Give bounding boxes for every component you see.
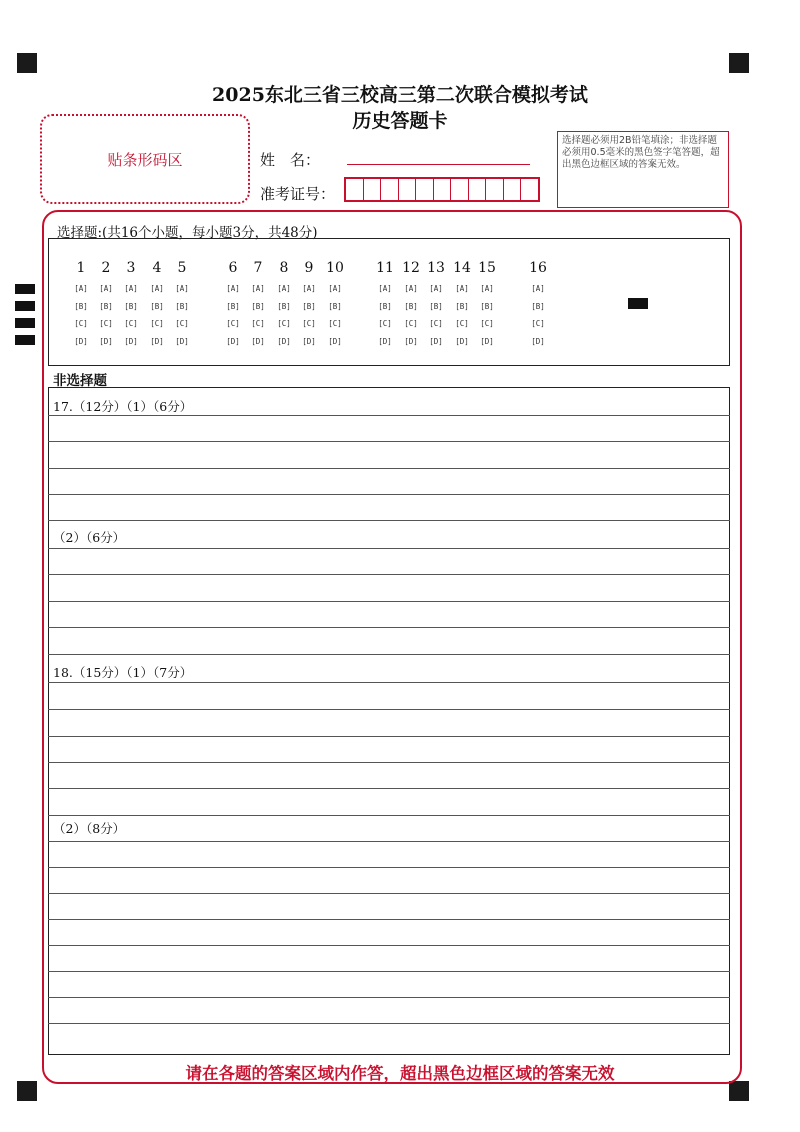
mcq-option-bubble[interactable]: [C]: [531, 319, 545, 328]
exam-id-digit-box[interactable]: [504, 179, 522, 200]
mcq-option-bubble[interactable]: [B]: [531, 301, 545, 311]
mcq-question-number: 10: [326, 260, 344, 276]
mcq-option-bubble[interactable]: [A]: [74, 284, 88, 293]
mcq-option-bubble[interactable]: [D]: [175, 336, 189, 346]
mcq-question-number: 15: [478, 260, 496, 276]
open-answer-box: [48, 387, 730, 1055]
alignment-mark: [628, 298, 648, 309]
mcq-question-number: 12: [402, 260, 420, 276]
answer-line: [48, 867, 730, 868]
q18-part1-label: 18.（15分）（1）（7分）: [53, 665, 193, 680]
answer-line: [48, 736, 730, 737]
mcq-option-bubble[interactable]: [C]: [328, 319, 342, 328]
mcq-question-number: 7: [253, 260, 263, 276]
mcq-option-bubble[interactable]: [C]: [277, 319, 291, 328]
mcq-option-bubble[interactable]: [D]: [150, 336, 164, 346]
answer-line: [48, 919, 730, 920]
mcq-question-number: 6: [228, 260, 238, 276]
answer-line: [48, 415, 730, 416]
q18-part2-label: （2）（8分）: [53, 821, 126, 836]
mcq-question-number: 3: [126, 260, 136, 276]
exam-title: 2025东北三省三校高三第二次联合模拟考试: [212, 84, 588, 106]
mcq-option-bubble[interactable]: [B]: [455, 301, 469, 311]
mcq-option-bubble[interactable]: [D]: [480, 336, 494, 346]
mcq-option-bubble[interactable]: [A]: [480, 284, 494, 293]
exam-id-digit-box[interactable]: [451, 179, 469, 200]
mcq-option-bubble[interactable]: [C]: [99, 319, 113, 328]
mcq-option-bubble[interactable]: [B]: [378, 301, 392, 311]
registration-mark-top-left: [17, 53, 37, 73]
answer-line: [48, 494, 730, 495]
mcq-question-number: 5: [177, 260, 187, 276]
mcq-option-bubble[interactable]: [D]: [302, 336, 316, 346]
mcq-option-bubble[interactable]: [D]: [404, 336, 418, 346]
mcq-option-bubble[interactable]: [C]: [150, 319, 164, 328]
mcq-option-bubble[interactable]: [C]: [455, 319, 469, 328]
mcq-option-bubble[interactable]: [D]: [99, 336, 113, 346]
mcq-option-bubble[interactable]: [B]: [175, 301, 189, 311]
answer-line: [48, 627, 730, 628]
name-label: 姓 名：: [260, 151, 321, 169]
mcq-option-bubble[interactable]: [A]: [175, 284, 189, 293]
mcq-option-bubble[interactable]: [A]: [124, 284, 138, 293]
mcq-option-bubble[interactable]: [A]: [251, 284, 265, 293]
mcq-option-bubble[interactable]: [C]: [404, 319, 418, 328]
mcq-option-bubble[interactable]: [A]: [429, 284, 443, 293]
mcq-option-bubble[interactable]: [A]: [378, 284, 392, 293]
exam-id-digit-box[interactable]: [346, 179, 364, 200]
mcq-option-bubble[interactable]: [C]: [226, 319, 240, 328]
answer-line: [48, 441, 730, 442]
mcq-option-bubble[interactable]: [B]: [74, 301, 88, 311]
name-field[interactable]: [347, 164, 530, 165]
answer-line: [48, 841, 730, 842]
mcq-option-bubble[interactable]: [C]: [378, 319, 392, 328]
exam-id-digit-box[interactable]: [521, 179, 538, 200]
answer-line: [48, 548, 730, 549]
q17-part1-label: 17.（12分）（1）（6分）: [53, 399, 193, 414]
answer-line: [48, 788, 730, 789]
mcq-question-number: 11: [376, 260, 394, 276]
registration-mark-top-right: [729, 53, 749, 73]
mcq-question-number: 8: [279, 260, 289, 276]
answer-line: [48, 574, 730, 575]
answer-line: [48, 601, 730, 602]
mcq-option-bubble[interactable]: [B]: [277, 301, 291, 311]
mcq-option-bubble[interactable]: [D]: [251, 336, 265, 346]
exam-id-label: 准考证号：: [260, 185, 336, 203]
timing-mark: [15, 301, 35, 311]
mcq-option-bubble[interactable]: [D]: [124, 336, 138, 346]
mcq-question-number: 16: [529, 260, 547, 276]
answer-line: [48, 762, 730, 763]
mcq-option-bubble[interactable]: [D]: [277, 336, 291, 346]
answer-line: [48, 520, 730, 521]
exam-id-digit-box[interactable]: [416, 179, 434, 200]
mcq-option-bubble[interactable]: [D]: [226, 336, 240, 346]
mcq-option-bubble[interactable]: [B]: [404, 301, 418, 311]
answer-line: [48, 468, 730, 469]
mcq-option-bubble[interactable]: [D]: [328, 336, 342, 346]
exam-id-digit-box[interactable]: [486, 179, 504, 200]
answer-line: [48, 709, 730, 710]
exam-id-digit-box[interactable]: [434, 179, 452, 200]
mcq-question-number: 1: [76, 260, 86, 276]
answer-sheet-title: 历史答题卡: [352, 110, 448, 132]
mcq-option-bubble[interactable]: [A]: [531, 284, 545, 293]
answer-line: [48, 815, 730, 816]
barcode-area: [40, 114, 250, 204]
mcq-option-bubble[interactable]: [B]: [99, 301, 113, 311]
exam-id-field[interactable]: [344, 177, 540, 202]
mcq-option-bubble[interactable]: [C]: [175, 319, 189, 328]
exam-id-digit-box[interactable]: [399, 179, 417, 200]
mcq-question-number: 2: [101, 260, 111, 276]
exam-id-digit-box[interactable]: [469, 179, 487, 200]
answer-line: [48, 945, 730, 946]
mcq-option-bubble[interactable]: [D]: [378, 336, 392, 346]
footer-warning: 请在各题的答案区域内作答，超出黑色边框区域的答案无效: [185, 1064, 615, 1083]
mcq-option-bubble[interactable]: [A]: [455, 284, 469, 293]
mcq-option-bubble[interactable]: [B]: [226, 301, 240, 311]
exam-id-digit-box[interactable]: [364, 179, 382, 200]
mcq-option-bubble[interactable]: [A]: [150, 284, 164, 293]
mcq-option-bubble[interactable]: [A]: [302, 284, 316, 293]
q17-part2-label: （2）（6分）: [53, 530, 126, 545]
mcq-option-bubble[interactable]: [C]: [429, 319, 443, 328]
answer-line: [48, 971, 730, 972]
barcode-area-label: 贴条形码区: [107, 150, 183, 169]
registration-mark-bottom-left: [17, 1081, 37, 1101]
mcq-option-bubble[interactable]: [D]: [531, 336, 545, 346]
mcq-option-bubble[interactable]: [A]: [277, 284, 291, 293]
mcq-option-bubble[interactable]: [C]: [74, 319, 88, 328]
mcq-option-bubble[interactable]: [A]: [404, 284, 418, 293]
mcq-option-bubble[interactable]: [C]: [480, 319, 494, 328]
mcq-question-number: 4: [152, 260, 162, 276]
answer-line: [48, 997, 730, 998]
mcq-option-bubble[interactable]: [D]: [74, 336, 88, 346]
mcq-option-bubble[interactable]: [C]: [124, 319, 138, 328]
timing-mark: [15, 318, 35, 328]
answer-line: [48, 654, 730, 655]
timing-mark: [15, 335, 35, 345]
answer-line: [48, 682, 730, 683]
registration-mark-bottom-right: [729, 1081, 749, 1101]
mcq-section-title: 选择题:(共16个小题，每小题3分，共48分): [57, 225, 318, 241]
mcq-option-bubble[interactable]: [B]: [328, 301, 342, 311]
mcq-option-bubble[interactable]: [D]: [429, 336, 443, 346]
mcq-question-number: 9: [304, 260, 314, 276]
mcq-option-bubble[interactable]: [B]: [251, 301, 265, 311]
mcq-option-bubble[interactable]: [A]: [328, 284, 342, 293]
open-section-title: 非选择题: [53, 373, 107, 389]
answer-line: [48, 893, 730, 894]
mcq-option-bubble[interactable]: [C]: [251, 319, 265, 328]
mcq-option-bubble[interactable]: [B]: [429, 301, 443, 311]
exam-id-digit-box[interactable]: [381, 179, 399, 200]
instructions-note: 选择题必须用2B铅笔填涂；非选择题必须用0.5毫米的黑色签字笔答题，超出黑色边框区域的答案无效。: [557, 131, 729, 208]
mcq-option-bubble[interactable]: [C]: [302, 319, 316, 328]
mcq-option-bubble[interactable]: [B]: [480, 301, 494, 311]
mcq-question-number: 14: [453, 260, 471, 276]
mcq-option-bubble[interactable]: [B]: [124, 301, 138, 311]
timing-mark: [15, 284, 35, 294]
mcq-option-bubble[interactable]: [A]: [99, 284, 113, 293]
mcq-option-bubble[interactable]: [B]: [150, 301, 164, 311]
mcq-option-bubble[interactable]: [D]: [455, 336, 469, 346]
mcq-option-bubble[interactable]: [A]: [226, 284, 240, 293]
answer-line: [48, 1023, 730, 1024]
mcq-option-bubble[interactable]: [B]: [302, 301, 316, 311]
mcq-question-number: 13: [427, 260, 445, 276]
